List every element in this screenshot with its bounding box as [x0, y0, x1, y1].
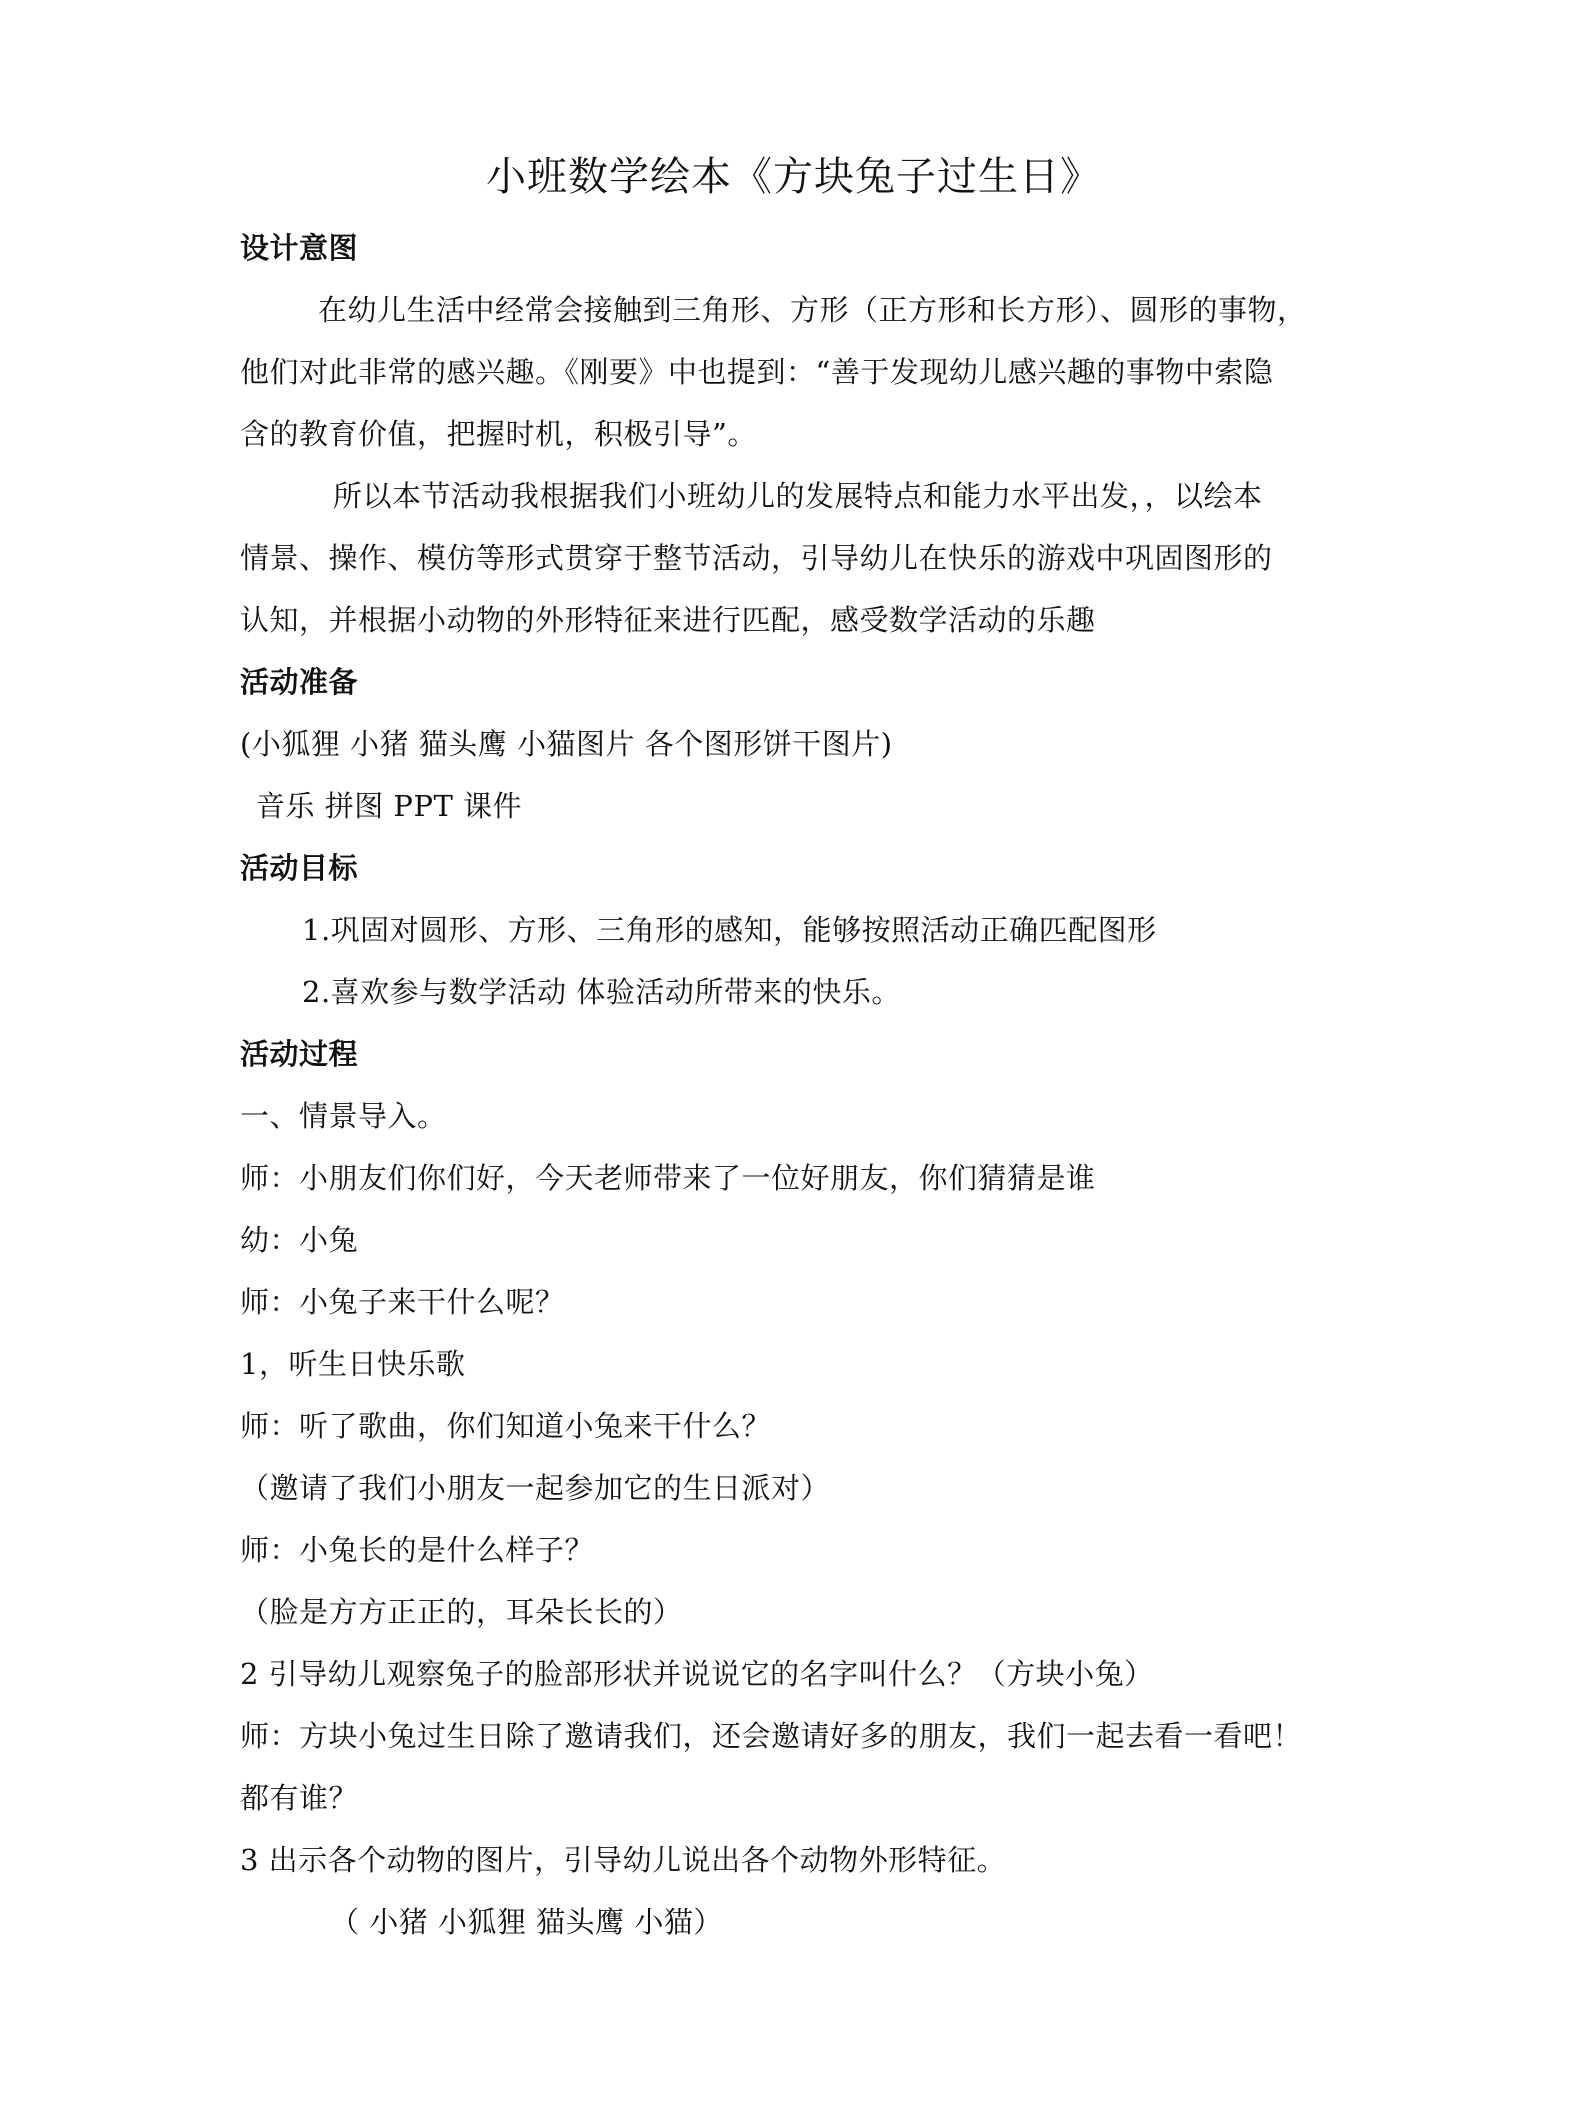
process-line: 1，听生日快乐歌 — [240, 1347, 466, 1381]
process-line: 师：小兔子来干什么呢？ — [240, 1285, 565, 1319]
section-heading-goals: 活动目标 — [240, 851, 359, 885]
paragraph-line: 所以本节活动我根据我们小班幼儿的发展特点和能力水平出发，，以绘本 — [333, 479, 1263, 513]
process-line: 一、情景导入。 — [240, 1099, 447, 1133]
process-line: 幼：小兔 — [240, 1223, 359, 1257]
section-heading-process: 活动过程 — [240, 1037, 359, 1071]
paragraph-line: 在幼儿生活中经常会接触到三角形、方形（正方形和长方形）、圆形的事物， — [318, 293, 1307, 327]
paragraph-line: 他们对此非常的感兴趣。《刚要》中也提到：“善于发现幼儿感兴趣的事物中索隐 — [240, 355, 1274, 389]
process-line: （ 小猪 小狐狸 猫头鹰 小猫） — [330, 1905, 723, 1939]
paragraph-line: 认知，并根据小动物的外形特征来进行匹配，感受数学活动的乐趣 — [240, 603, 1096, 637]
process-line: 师：方块小兔过生日除了邀请我们，还会邀请好多的朋友，我们一起去看一看吧！ — [240, 1719, 1303, 1753]
process-line: 2 引导幼儿观察兔子的脸部形状并说说它的名字叫什么？（方块小兔） — [240, 1657, 1154, 1691]
goal-item: 2.喜欢参与数学活动 体验活动所带来的快乐。 — [302, 975, 901, 1009]
paragraph-line: 情景、操作、模仿等形式贯穿于整节活动，引导幼儿在快乐的游戏中巩固图形的 — [240, 541, 1273, 575]
process-line: 都有谁？ — [240, 1781, 359, 1815]
process-line: （邀请了我们小朋友一起参加它的生日派对） — [240, 1471, 831, 1505]
process-line: 师：听了歌曲，你们知道小兔来干什么？ — [240, 1409, 772, 1443]
section-heading-design-intent: 设计意图 — [240, 231, 359, 265]
section-heading-preparation: 活动准备 — [240, 665, 359, 699]
goal-item: 1.巩固对圆形、方形、三角形的感知，能够按照活动正确匹配图形 — [302, 913, 1157, 947]
process-line: （脸是方方正正的，耳朵长长的） — [240, 1595, 683, 1629]
process-line: 师：小兔长的是什么样子？ — [240, 1533, 595, 1567]
process-line: 3 出示各个动物的图片，引导幼儿说出各个动物外形特征。 — [240, 1843, 1007, 1877]
document-title: 小班数学绘本《方块兔子过生日》 — [486, 154, 1101, 200]
materials-line: 音乐 拼图 PPT 课件 — [256, 789, 523, 823]
materials-line: (小狐狸 小猪 猫头鹰 小猫图片 各个图形饼干图片) — [240, 727, 893, 761]
paragraph-line: 含的教育价值，把握时机，积极引导”。 — [240, 417, 757, 451]
process-line: 师：小朋友们你们好，今天老师带来了一位好朋友，你们猜猜是谁 — [240, 1161, 1096, 1195]
